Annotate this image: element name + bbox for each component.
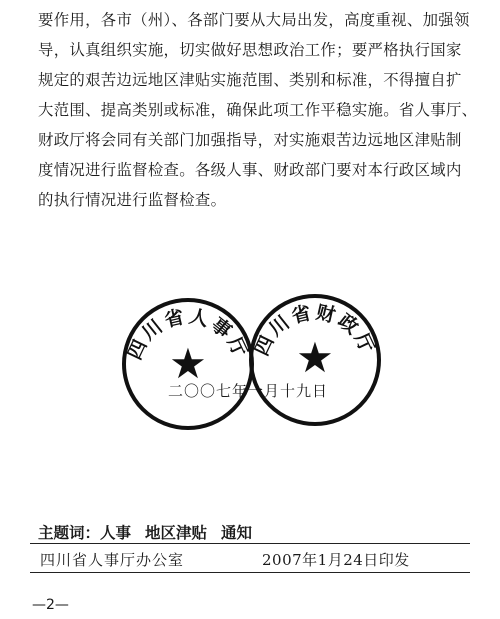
- keywords-label: 主题词：: [38, 524, 101, 542]
- seal-finance-department: [247, 292, 383, 428]
- star-icon: ★: [296, 333, 334, 382]
- body-line: 要作用，各市（州）、各部门要从大局出发，高度重视、加强领: [38, 11, 470, 29]
- footer-print-date: 2007年1月24日印发: [262, 551, 410, 569]
- body-line: 度情况进行监督检查。各级人事、财政部门要对本行政区域内: [38, 161, 462, 179]
- body-line: 导，认真组织实施，切实做好思想政治工作；要严格执行国家: [38, 41, 462, 59]
- divider-bottom: [30, 572, 470, 573]
- body-line: 规定的艰苦边远地区津贴实施范围、类别和标准，不得擅自扩: [38, 71, 462, 89]
- seal-personnel-department: [120, 296, 256, 432]
- body-line: 的执行情况进行监督检查。: [38, 191, 227, 209]
- footer-issuer: 四川省人事厅办公室: [40, 551, 185, 569]
- star-icon: ★: [169, 339, 207, 388]
- issue-date: 二〇〇七年一月十九日: [168, 382, 329, 400]
- subject-keywords: [38, 521, 266, 543]
- keyword-item: 人事: [100, 524, 132, 542]
- body-line: 大范围、提高类别或标准，确保此项工作平稳实施。省人事厅、: [38, 101, 478, 119]
- body-line: 财政厅将会同有关部门加强指导，对实施艰苦边远地区津贴制: [38, 131, 462, 149]
- seal-right-text: 四川省财政厅: [250, 301, 380, 360]
- divider-top: [30, 543, 470, 544]
- page-number: —2—: [32, 597, 69, 613]
- keyword-item: 通知: [221, 524, 253, 542]
- seal-left-text: 四川省人事厅: [123, 305, 253, 364]
- keyword-item: 地区津贴: [145, 524, 208, 542]
